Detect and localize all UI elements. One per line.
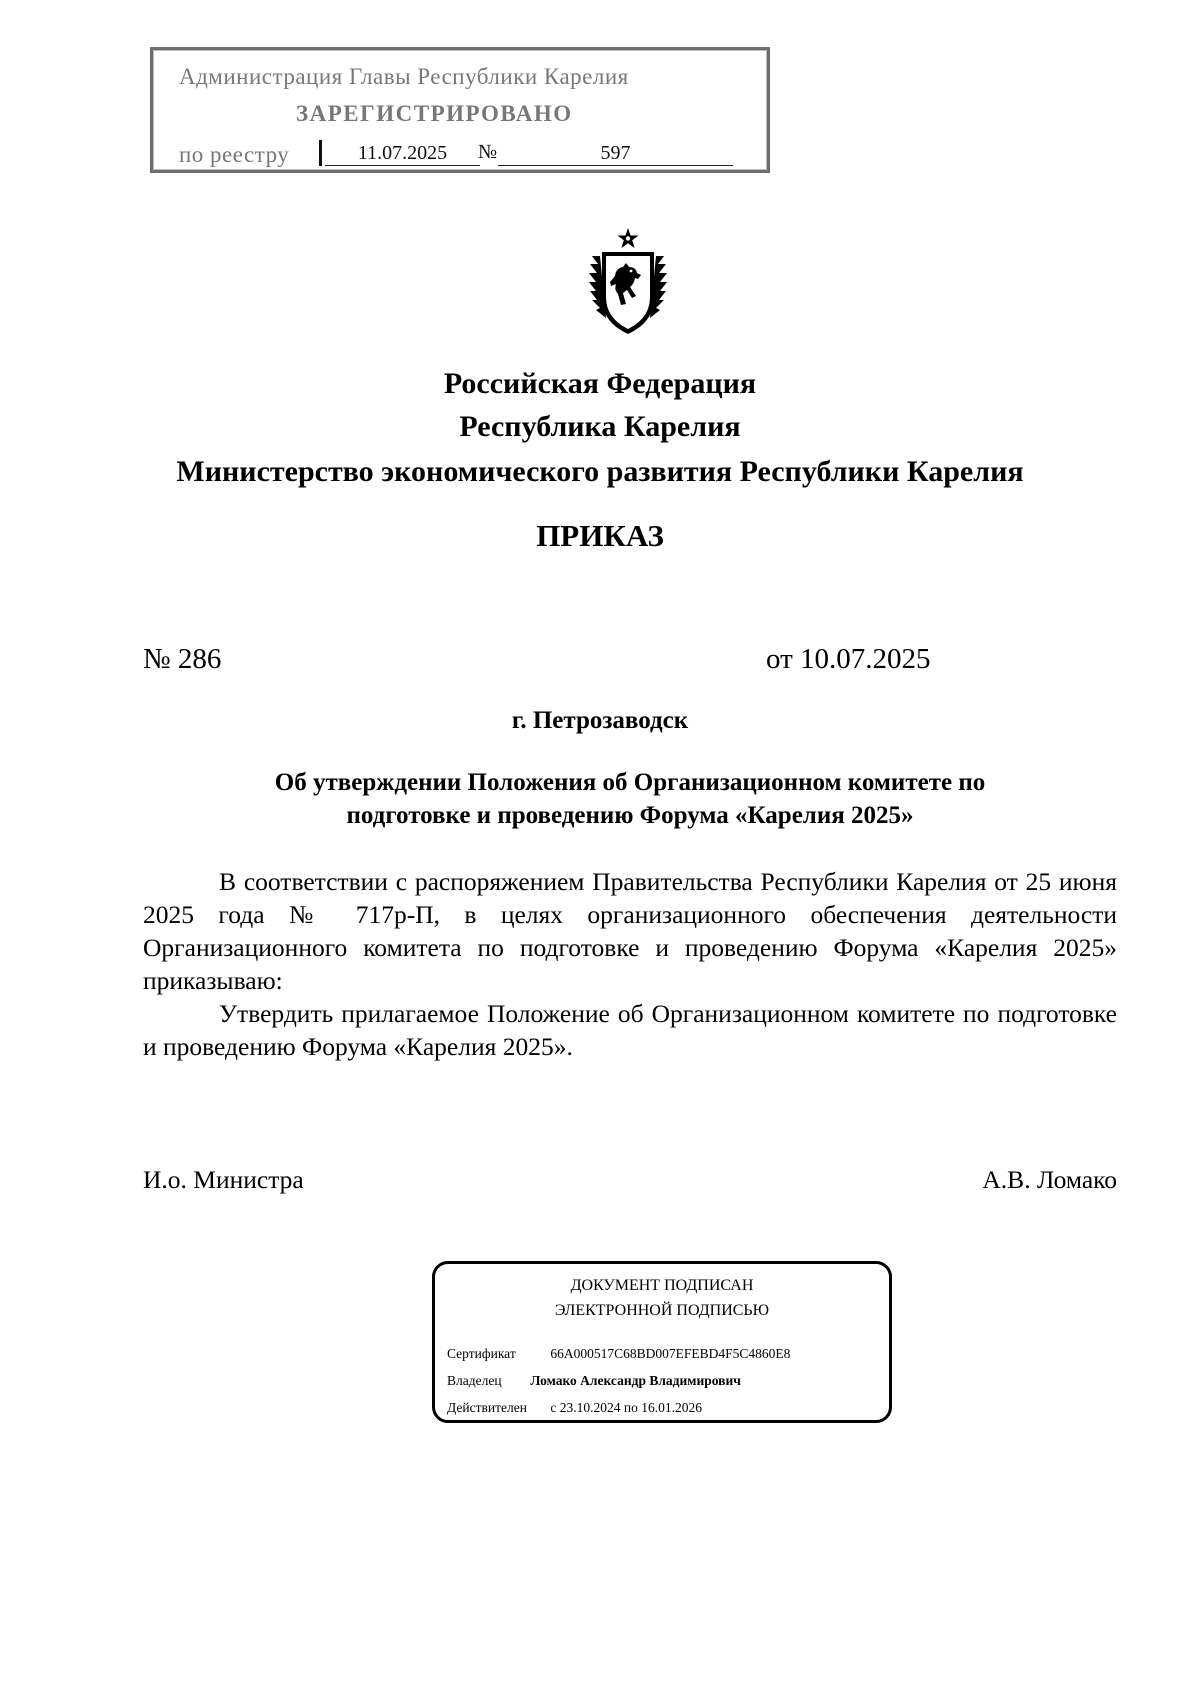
document-type: ПРИКАЗ [536, 518, 664, 553]
esign-validity-label: Действителен [447, 1400, 527, 1415]
registration-number-sign: № [478, 141, 498, 163]
registration-separator [319, 140, 322, 166]
order-subject [143, 766, 1117, 832]
esign-valid-to-label: по [623, 1400, 638, 1415]
esign-title-1: ДОКУМЕНТ ПОДПИСАН [570, 1277, 754, 1294]
signer-position: И.о. Министра [143, 1165, 304, 1194]
esign-owner-label: Владелец [447, 1373, 502, 1388]
esign-validity-row [447, 1400, 702, 1416]
order-city: г. Петрозаводск [511, 707, 689, 734]
body-paragraph-2: Утвердить прилагаемое Положение об Организационном комитете по подготовке и проведению Форума «Карелия 2025». [143, 999, 1117, 1061]
registration-date: 11.07.2025 [325, 142, 480, 166]
registration-registry-label: по реестру [179, 142, 290, 167]
registration-number: 597 [498, 142, 733, 166]
order-subject-line-1: Об утверждении Положения об Организационном комитете по [274, 769, 986, 796]
registration-stamp [150, 47, 770, 173]
registration-administration: Администрация Главы Республики Карелия [179, 64, 629, 89]
electronic-signature-stamp [432, 1261, 892, 1423]
order-number: № 286 [143, 643, 222, 675]
esign-owner-row [447, 1373, 741, 1389]
esign-valid-from: 23.10.2024 [559, 1400, 621, 1415]
esign-certificate-label: Сертификат [447, 1346, 516, 1361]
esign-certificate-value: 66A000517C68BD007EFEBD4F5C4860E8 [550, 1346, 791, 1361]
registration-status: ЗАРЕГИСТРИРОВАНО [296, 101, 573, 126]
esign-title-2: ЭЛЕКТРОННОЙ ПОДПИСЬЮ [554, 1302, 770, 1319]
esign-certificate-row [447, 1346, 790, 1362]
karelia-coat-of-arms-icon [586, 226, 670, 338]
body-paragraph-1: В соответствии с распоряжением Правительства Республики Карелия от 25 июня 2025 года № 717р-П, в целях организационного обеспечения деятельности Организационного комитета по подготовке и проведению Форума «Карелия 2025» приказываю: [143, 867, 1117, 995]
order-subject-line-2: подготовке и проведению Форума «Карелия 2025» [346, 802, 914, 829]
republic-heading: Республика Карелия [459, 410, 741, 443]
ministry-heading: Министерство экономического развития Республики Карелия [176, 455, 1024, 488]
esign-owner-value: Ломако Александр Владимирович [530, 1373, 741, 1388]
signer-name: А.В. Ломако [982, 1165, 1117, 1194]
esign-valid-to: 16.01.2026 [641, 1400, 702, 1415]
order-date: от 10.07.2025 [766, 643, 931, 675]
country-heading: Российская Федерация [443, 367, 757, 400]
esign-valid-from-label: с [550, 1400, 557, 1415]
